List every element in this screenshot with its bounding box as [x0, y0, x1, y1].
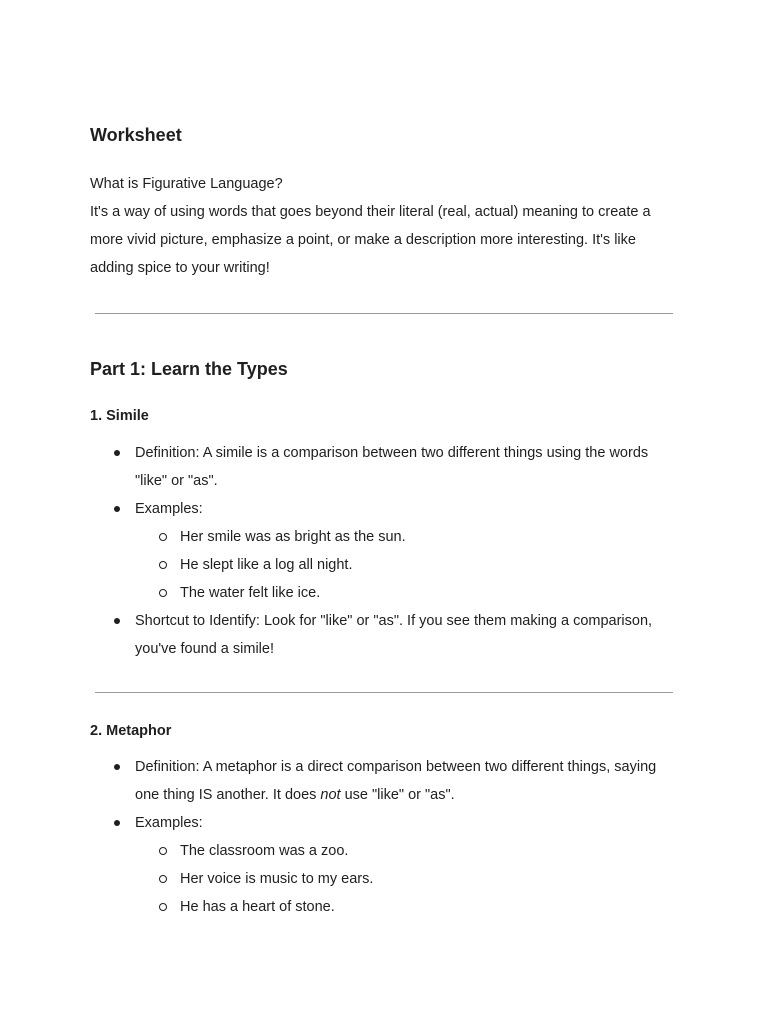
simile-definition: Definition: A simile is a comparison between two different things using the words "like" or "as".	[90, 439, 680, 495]
intro-question: What is Figurative Language?	[90, 176, 283, 192]
metaphor-list	[90, 753, 680, 921]
intro-section	[90, 170, 680, 282]
metaphor-example: Her voice is music to my ears.	[135, 865, 680, 893]
page-title: Worksheet	[90, 125, 182, 145]
metaphor-heading: 2. Metaphor	[90, 723, 172, 739]
metaphor-example: The classroom was a zoo.	[135, 837, 680, 865]
metaphor-definition-text-end: use "like" or "as".	[340, 787, 455, 803]
simile-shortcut: Shortcut to Identify: Look for "like" or "as". If you see them making a comparison, you've found a simile!	[90, 607, 680, 663]
section-divider	[95, 692, 673, 693]
simile-example: He slept like a log all night.	[135, 551, 680, 579]
metaphor-definition	[90, 753, 680, 809]
part-heading: Part 1: Learn the Types	[90, 359, 288, 379]
section-divider	[95, 313, 673, 314]
metaphor-examples-label: Examples:	[135, 815, 203, 831]
simile-list	[90, 439, 680, 663]
metaphor-definition-emphasis: not	[320, 787, 341, 803]
intro-answer: It's a way of using words that goes beyond their literal (real, actual) meaning to create a more vivid picture, emphasize a point, or make a description more interesting. It's like adding spice to your writing!	[90, 204, 651, 276]
metaphor-definition-text: Definition: A metaphor is a direct comparison between two different things, saying one thing IS another. It does	[135, 759, 657, 803]
metaphor-example: He has a heart of stone.	[135, 893, 680, 921]
simile-examples-label: Examples:	[135, 501, 203, 517]
simile-example: Her smile was as bright as the sun.	[135, 523, 680, 551]
simile-heading: 1. Simile	[90, 408, 149, 424]
simile-example: The water felt like ice.	[135, 579, 680, 607]
metaphor-examples-list	[135, 837, 680, 921]
simile-examples-list	[135, 523, 680, 607]
metaphor-examples-item	[90, 809, 680, 921]
simile-examples-item	[90, 495, 680, 607]
